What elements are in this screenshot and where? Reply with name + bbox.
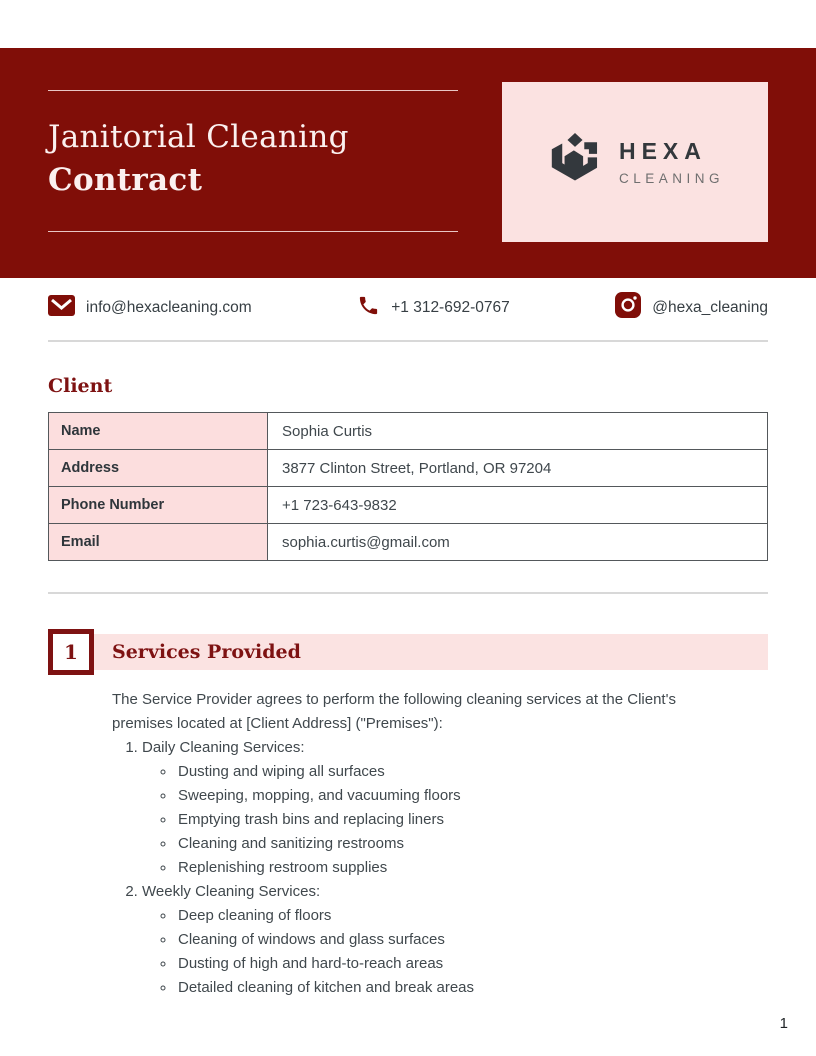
- section-intro-paragraph: The Service Provider agrees to perform the following cleaning services at the Client's premises located at [Client Address] ("Premises"):: [112, 691, 676, 732]
- weekly-services-sublist: [142, 904, 768, 1000]
- table-row: [49, 524, 768, 561]
- weekly-services-label: Weekly Cleaning Services:: [142, 883, 321, 900]
- services-list: [112, 736, 768, 1000]
- logo-text: [619, 138, 724, 186]
- client-phone-label: Phone Number: [49, 487, 268, 524]
- client-phone-value: +1 723-643-9832: [268, 487, 768, 524]
- document-title: [48, 90, 458, 232]
- list-item: ◦ Cleaning of windows and glass surfaces: [176, 928, 768, 952]
- logo-brand-name: HEXA: [618, 138, 707, 164]
- client-name-label: Name: [49, 413, 268, 450]
- contact-instagram: [615, 292, 768, 323]
- contact-email-text: info@hexacleaning.com: [86, 298, 252, 316]
- list-item: ◦ Detailed cleaning of kitchen and break areas: [176, 976, 768, 1000]
- email-icon: [48, 295, 75, 321]
- page-number: 1: [779, 1015, 788, 1032]
- contact-instagram-text: @hexa_cleaning: [652, 298, 768, 316]
- list-item: [142, 736, 768, 880]
- section-1-body: [112, 688, 768, 1000]
- client-address-value: 3877 Clinton Street, Portland, OR 97204: [268, 450, 768, 487]
- main-content: [48, 375, 768, 1000]
- client-name-value: Sophia Curtis: [268, 413, 768, 450]
- title-line-1: Janitorial Cleaning: [48, 119, 349, 155]
- table-row: [49, 487, 768, 524]
- table-row: [49, 413, 768, 450]
- list-item: [142, 880, 768, 1000]
- divider: [48, 340, 768, 342]
- table-row: [49, 450, 768, 487]
- list-item: ◦ Dusting of high and hard-to-reach areas: [176, 952, 768, 976]
- contact-phone-text: +1 312-692-0767: [391, 298, 510, 316]
- client-section-heading: Client: [48, 375, 113, 397]
- client-address-label: Address: [49, 450, 268, 487]
- list-item: ◦ Deep cleaning of floors: [176, 904, 768, 928]
- list-item: ◦ Replenishing restroom supplies: [176, 856, 768, 880]
- daily-services-label: Daily Cleaning Services:: [142, 739, 305, 756]
- divider: [48, 592, 768, 594]
- section-1-header: [48, 634, 768, 670]
- client-email-value: sophia.curtis@gmail.com: [268, 524, 768, 561]
- daily-services-sublist: [142, 760, 768, 880]
- phone-icon: [357, 294, 380, 322]
- title-line-2: Contract: [48, 162, 203, 198]
- list-item: ◦ Sweeping, mopping, and vacuuming floors: [176, 784, 768, 808]
- instagram-icon: [615, 292, 641, 323]
- contact-row: [48, 292, 768, 323]
- client-info-table: [48, 412, 768, 561]
- company-logo-card: [502, 82, 768, 242]
- list-item: ◦ Cleaning and sanitizing restrooms: [176, 832, 768, 856]
- hexa-logo-icon: [546, 131, 604, 193]
- section-title: Services Provided: [112, 641, 301, 663]
- list-item: ◦ Dusting and wiping all surfaces: [176, 760, 768, 784]
- contact-phone: [357, 294, 510, 322]
- list-item: ◦ Emptying trash bins and replacing liners: [176, 808, 768, 832]
- contact-email: [48, 295, 252, 321]
- client-email-label: Email: [49, 524, 268, 561]
- section-number-badge: 1: [48, 629, 94, 675]
- logo-subtitle: CLEANING: [618, 171, 725, 186]
- header-band: [0, 48, 816, 278]
